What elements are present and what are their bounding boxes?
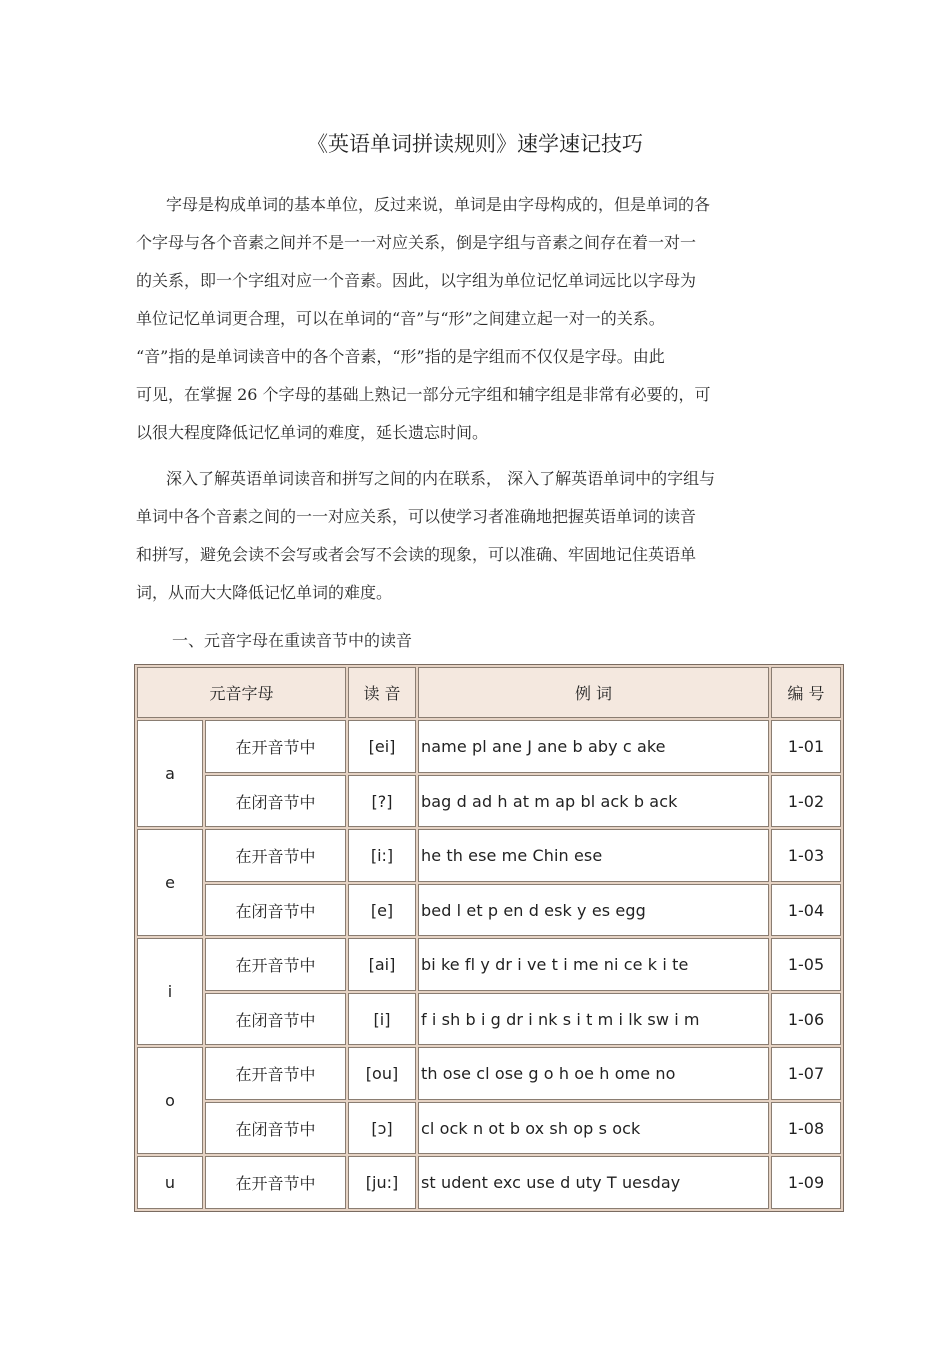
header-vowel: 元音字母 [137,667,346,718]
sound-value: [ju:] [348,1156,416,1209]
example-words: st udent exc use d uty T uesday [418,1156,769,1209]
document-title: 《英语单词拼读规则》速学速记技巧 [307,132,643,156]
syllable-type: 在开音节中 [205,938,346,991]
row-number: 1-03 [771,829,841,882]
example-words: bi ke fl y dr i ve t i me ni ce k i te [418,938,769,991]
header-sound: 读 音 [348,667,416,718]
row-number: 1-09 [771,1156,841,1209]
example-words: bed l et p en d esk y es egg [418,884,769,936]
syllable-type: 在闭音节中 [205,775,346,827]
syllable-type: 在开音节中 [205,829,346,882]
example-words: he th ese me Chin ese [418,829,769,882]
syllable-type: 在开音节中 [205,1156,346,1209]
paragraph-line: “音”指的是单词读音中的各个音素，“形”指的是字组而不仅仅是字母。由此 [136,347,665,366]
paragraph-line: 词，从而大大降低记忆单词的难度。 [136,583,393,602]
syllable-type: 在闭音节中 [205,993,346,1045]
header-number: 编 号 [771,667,841,718]
vowel-letter: u [137,1156,203,1209]
paragraph-line: 单位记忆单词更合理，可以在单词的“音”与“形”之间建立起一对一的关系。 [136,309,665,328]
sound-value: [e] [348,884,416,936]
paragraph-line: 可见，在掌握 26 个字母的基础上熟记一部分元字组和辅字组是非常有必要的，可 [136,385,711,404]
syllable-type: 在开音节中 [205,1047,346,1100]
example-words: name pl ane J ane b aby c ake [418,720,769,773]
example-words: f i sh b i g dr i nk s i t m i lk sw i m [418,993,769,1045]
paragraph-line: 和拼写，避免会读不会写或者会写不会读的现象，可以准确、牢固地记住英语单 [136,545,697,564]
example-words: th ose cl ose g o h oe h ome no [418,1047,769,1100]
sound-value: [ou] [348,1047,416,1100]
vowel-letter: o [137,1047,203,1154]
vowel-letter: i [137,938,203,1045]
row-number: 1-02 [771,775,841,827]
sound-value: [ei] [348,720,416,773]
vowel-table [134,664,844,1212]
paragraph-line: 个字母与各个音素之间并不是一一对应关系，倒是字组与音素之间存在着一对一 [136,233,697,252]
sound-value: [i:] [348,829,416,882]
paragraph-line: 以很大程度降低记忆单词的难度，延长遗忘时间。 [136,423,489,442]
paragraph-line: 的关系，即一个字组对应一个音素。因此，以字组为单位记忆单词远比以字母为 [136,271,697,290]
row-number: 1-01 [771,720,841,773]
row-number: 1-07 [771,1047,841,1100]
row-number: 1-04 [771,884,841,936]
example-words: bag d ad h at m ap bl ack b ack [418,775,769,827]
header-examples: 例 词 [418,667,769,718]
sound-value: [ai] [348,938,416,991]
paragraph-line: 字母是构成单词的基本单位，反过来说，单词是由字母构成的，但是单词的各 [166,195,711,214]
paragraph-line: 深入了解英语单词读音和拼写之间的内在联系， 深入了解英语单词中的字组与 [166,469,716,488]
row-number: 1-08 [771,1102,841,1154]
section-heading: 一、元音字母在重读音节中的读音 [172,631,413,650]
row-number: 1-05 [771,938,841,991]
example-words: cl ock n ot b ox sh op s ock [418,1102,769,1154]
sound-value: [ɔ] [348,1102,416,1154]
row-number: 1-06 [771,993,841,1045]
vowel-letter: a [137,720,203,827]
syllable-type: 在闭音节中 [205,884,346,936]
syllable-type: 在闭音节中 [205,1102,346,1154]
paragraph-line: 单词中各个音素之间的一一对应关系，可以使学习者准确地把握英语单词的读音 [136,507,697,526]
sound-value: [?] [348,775,416,827]
sound-value: [i] [348,993,416,1045]
syllable-type: 在开音节中 [205,720,346,773]
vowel-letter: e [137,829,203,936]
